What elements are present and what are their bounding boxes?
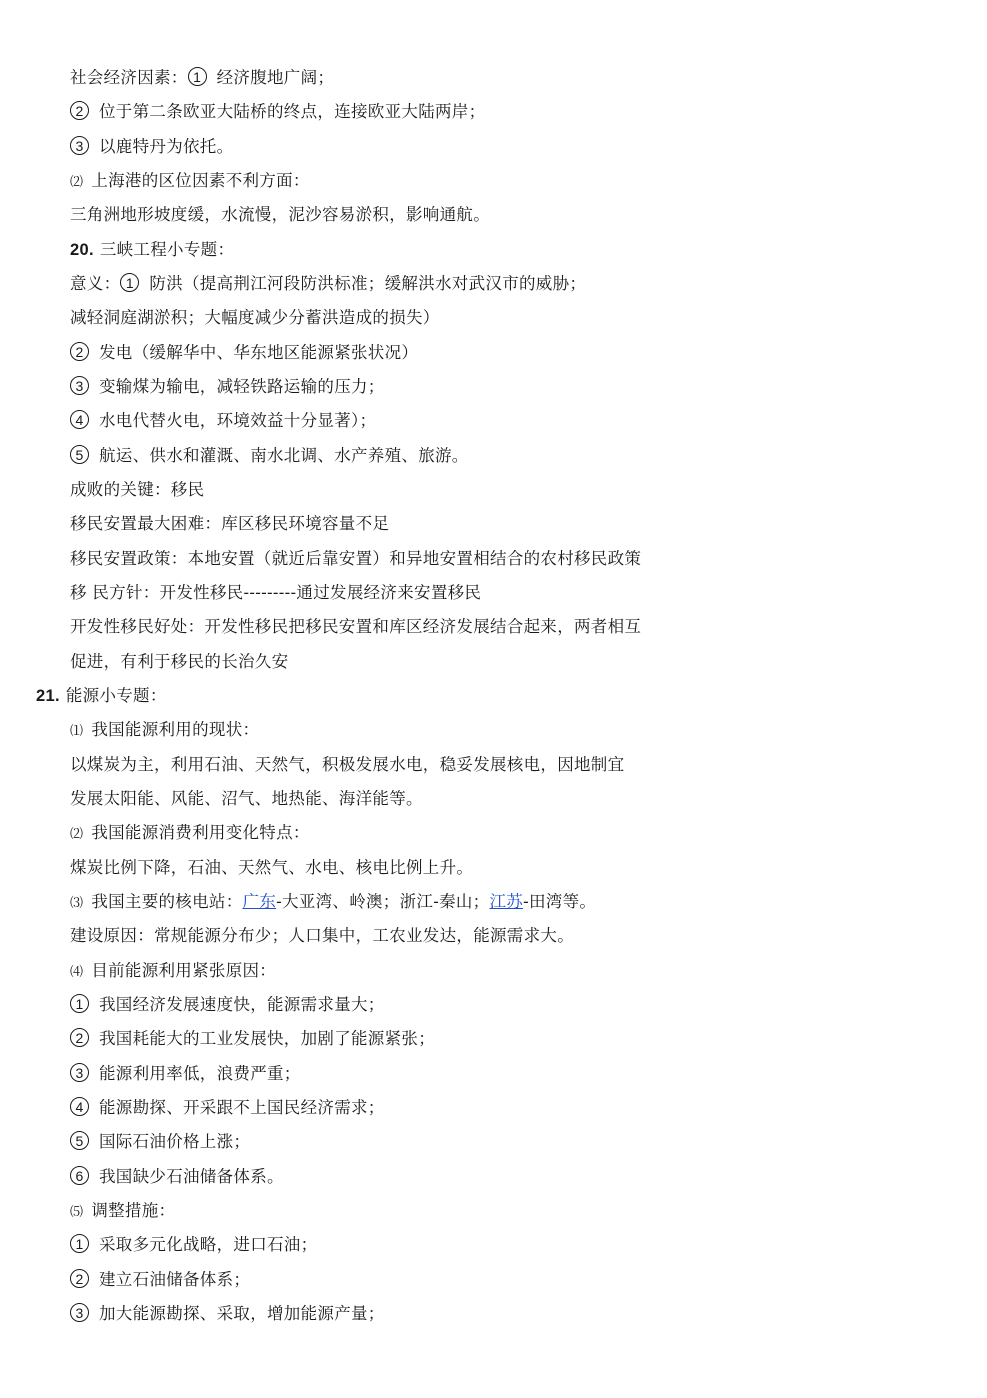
circled-number: 1 (70, 1234, 89, 1253)
sub-heading: ⑶ 我国主要的核电站：广东-大亚湾、岭澳；浙江-秦山；江苏-田湾等。 (70, 892, 597, 911)
section-heading: 21. 能源小专题： (36, 686, 167, 705)
list-item: 1 我国经济发展速度快，能源需求量大； (70, 992, 385, 1018)
circled-number: 1 (188, 67, 207, 86)
list-item: 2 发电（缓解华中、华东地区能源紧张状况） (70, 340, 418, 366)
paren-number: ⑸ (70, 1205, 84, 1220)
paren-number: ⑵ (70, 175, 84, 190)
paren-number: ⑵ (70, 827, 84, 842)
sub-heading: ⑵ 我国能源消费利用变化特点： (70, 823, 310, 842)
text-line: 移民安置最大困难：库区移民环境容量不足 (70, 514, 390, 533)
circled-number: 2 (70, 1028, 89, 1047)
sub-heading: ⑴ 我国能源利用的现状： (70, 720, 260, 739)
list-item: 6 我国缺少石油储备体系。 (70, 1164, 284, 1190)
circled-number: 2 (70, 342, 89, 361)
link-guangdong[interactable]: 广东 (242, 892, 277, 911)
paren-number: ⑶ (70, 896, 84, 911)
circled-number: 1 (70, 994, 89, 1013)
sub-heading: ⑸ 调整措施： (70, 1201, 176, 1220)
circled-number: 3 (70, 1063, 89, 1082)
list-item: 5 航运、供水和灌溉、南水北调、水产养殖、旅游。 (70, 443, 469, 469)
paren-number: ⑴ (70, 724, 84, 739)
circled-number: 3 (70, 376, 89, 395)
circled-number: 6 (70, 1166, 89, 1185)
text-line: 减轻洞庭湖淤积；大幅度减少分蓄洪造成的损失） (70, 308, 440, 327)
list-item: 2 我国耗能大的工业发展快，加剧了能源紧张； (70, 1026, 435, 1052)
paren-number: ⑷ (70, 965, 84, 980)
sub-heading: ⑵ 上海港的区位因素不利方面： (70, 171, 310, 190)
list-item: 3 以鹿特丹为依托。 (70, 134, 233, 160)
circled-number: 1 (120, 273, 139, 292)
list-item: 2 建立石油储备体系； (70, 1267, 250, 1293)
text-line: 移民安置政策：本地安置（就近后靠安置）和异地安置相结合的农村移民政策 (70, 549, 642, 568)
text-line: 发展太阳能、风能、沼气、地热能、海洋能等。 (70, 789, 423, 808)
text-line: 意义： 1 防洪（提高荆江河段防洪标准；缓解洪水对武汉市的威胁； (70, 274, 587, 293)
circled-number: 5 (70, 1131, 89, 1150)
list-item: 4 水电代替火电，环境效益十分显著）； (70, 408, 376, 434)
list-item: 3 加大能源勘探、采取，增加能源产量； (70, 1301, 385, 1327)
list-item: 3 能源利用率低，浪费严重； (70, 1061, 301, 1087)
text-line: 以煤炭为主，利用石油、天然气，积极发展水电，稳妥发展核电，因地制宜 (70, 755, 625, 774)
list-item: 3 变输煤为输电，减轻铁路运输的压力； (70, 374, 385, 400)
text-line: 成败的关键：移民 (70, 480, 205, 499)
circled-number: 4 (70, 1097, 89, 1116)
link-jiangsu[interactable]: 江苏 (489, 892, 524, 911)
section-number: 20. (70, 241, 94, 259)
circled-number: 2 (70, 101, 89, 120)
text-line: 三角洲地形坡度缓，水流慢，泥沙容易淤积，影响通航。 (70, 205, 490, 224)
circled-number: 5 (70, 445, 89, 464)
circled-number: 3 (70, 1303, 89, 1322)
list-item: 4 能源勘探、开采跟不上国民经济需求； (70, 1095, 385, 1121)
text-line: 促进，有利于移民的长治久安 (70, 652, 289, 671)
text-line: 开发性移民好处：开发性移民把移民安置和库区经济发展结合起来，两者相互 (70, 617, 642, 636)
circled-number: 3 (70, 136, 89, 155)
list-item: 5 国际石油价格上涨； (70, 1129, 250, 1155)
circled-number: 4 (70, 410, 89, 429)
list-item: 1 采取多元化战略，进口石油； (70, 1232, 317, 1258)
list-item: 2 位于第二条欧亚大陆桥的终点，连接欧亚大陆两岸； (70, 99, 485, 125)
text-line: 建设原因：常规能源分布少；人口集中，工农业发达，能源需求大。 (70, 926, 574, 945)
section-heading: 20. 三峡工程小专题： (70, 240, 235, 259)
text-line: 社会经济因素： 1 经济腹地广阔； (70, 68, 335, 87)
text-line: 移 民方针：开发性移民---------通过发展经济来安置移民 (70, 583, 482, 602)
section-number: 21. (36, 687, 60, 705)
text-line: 煤炭比例下降，石油、天然气、水电、核电比例上升。 (70, 858, 474, 877)
circled-number: 2 (70, 1269, 89, 1288)
sub-heading: ⑷ 目前能源利用紧张原因： (70, 961, 277, 980)
